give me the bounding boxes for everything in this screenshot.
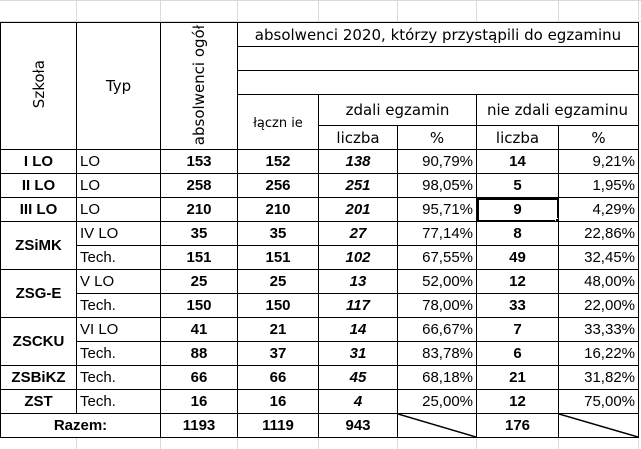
cell-nie-liczba[interactable]: 5 (477, 174, 559, 198)
total-zdali-procent-diagonal[interactable] (398, 414, 477, 438)
cell-zdali-liczba[interactable]: 251 (319, 174, 398, 198)
cell-nie-liczba[interactable]: 14 (477, 150, 559, 174)
table-row (1, 150, 639, 174)
cell-zdali-procent[interactable]: 83,78% (398, 342, 477, 366)
cell-typ[interactable]: Tech. (77, 294, 161, 318)
cell-typ[interactable]: LO (77, 150, 161, 174)
cell-szkola[interactable]: II LO (1, 174, 77, 198)
cell-zdali-procent[interactable]: 25,00% (398, 390, 477, 414)
cell-abs[interactable]: 88 (161, 342, 238, 366)
cell-typ[interactable]: IV LO (77, 222, 161, 246)
cell-abs[interactable]: 41 (161, 318, 238, 342)
cell-abs[interactable]: 66 (161, 366, 238, 390)
cell-typ[interactable]: LO (77, 174, 161, 198)
cell-zdali-procent[interactable]: 52,00% (398, 270, 477, 294)
diagonal-line (559, 414, 638, 437)
cell-nie-liczba[interactable]: 12 (477, 390, 559, 414)
cell-zdali-liczba[interactable]: 201 (319, 198, 398, 222)
table-row (1, 222, 639, 246)
selected-cell[interactable] (477, 198, 559, 222)
cell-zdali-liczba[interactable]: 117 (319, 294, 398, 318)
cell-zdali-procent[interactable]: 67,55% (398, 246, 477, 270)
cell-lacznie[interactable]: 16 (238, 390, 319, 414)
table-row (1, 246, 639, 270)
gridline (0, 0, 641, 1)
cell-nie-liczba[interactable]: 21 (477, 366, 559, 390)
cell-nie-liczba[interactable]: 33 (477, 294, 559, 318)
cell-zdali-procent[interactable]: 66,67% (398, 318, 477, 342)
cell-abs[interactable]: 151 (161, 246, 238, 270)
total-nie-procent-diagonal[interactable] (559, 414, 639, 438)
table-row (1, 174, 639, 198)
header-zdali[interactable]: zdali egzamin (319, 95, 477, 126)
cell-zdali-liczba[interactable]: 31 (319, 342, 398, 366)
header-zdali-procent[interactable]: % (398, 126, 477, 150)
cell-zdali-procent[interactable]: 95,71% (398, 198, 477, 222)
cell-lacznie[interactable]: 210 (238, 198, 319, 222)
header-nie-liczba[interactable]: liczba (477, 126, 559, 150)
cell-zdali-procent[interactable]: 68,18% (398, 366, 477, 390)
fill-handle[interactable] (555, 218, 559, 222)
cell-nie-procent[interactable]: 16,22% (559, 342, 639, 366)
cell-zdali-procent[interactable]: 98,05% (398, 174, 477, 198)
cell-nie-liczba[interactable]: 49 (477, 246, 559, 270)
cell-lacznie[interactable]: 35 (238, 222, 319, 246)
table-row (1, 294, 639, 318)
cell-nie-procent[interactable]: 31,82% (559, 366, 639, 390)
diagonal-line (398, 414, 476, 437)
cell-lacznie[interactable]: 151 (238, 246, 319, 270)
table-row (1, 318, 639, 342)
cell-szkola[interactable]: ZSBiKZ (1, 366, 77, 390)
table-row (1, 270, 639, 294)
cell-nie-liczba: 9 (513, 201, 522, 219)
cell-abs[interactable]: 25 (161, 270, 238, 294)
cell-nie-procent[interactable]: 22,86% (559, 222, 639, 246)
cell-szkola[interactable]: III LO (1, 198, 77, 222)
cell-lacznie[interactable]: 66 (238, 366, 319, 390)
cell-szkola[interactable]: ZSG-E (1, 270, 77, 318)
cell-zdali-liczba[interactable]: 27 (319, 222, 398, 246)
header-szkola: Szkoła (29, 60, 48, 109)
cell-lacznie[interactable]: 37 (238, 342, 319, 366)
cell-szkola[interactable]: ZSCKU (1, 318, 77, 366)
header-empty-row[interactable] (238, 71, 639, 95)
cell-lacznie[interactable]: 152 (238, 150, 319, 174)
total-zdali-liczba[interactable]: 943 (319, 414, 398, 438)
cell-abs[interactable]: 150 (161, 294, 238, 318)
cell-typ[interactable]: V LO (77, 270, 161, 294)
table-row (1, 390, 639, 414)
total-lacznie[interactable]: 1119 (238, 414, 319, 438)
cell-nie-procent[interactable]: 33,33% (559, 318, 639, 342)
cell-zdali-liczba[interactable]: 14 (319, 318, 398, 342)
cell-lacznie[interactable]: 256 (238, 174, 319, 198)
cell-szkola[interactable]: ZST (1, 390, 77, 414)
cell-nie-procent[interactable]: 22,00% (559, 294, 639, 318)
total-row (1, 414, 639, 438)
cell-typ[interactable]: Tech. (77, 342, 161, 366)
cell-lacznie[interactable]: 21 (238, 318, 319, 342)
cell-zdali-procent[interactable]: 78,00% (398, 294, 477, 318)
header-lacznie-cell[interactable] (238, 95, 319, 150)
cell-zdali-liczba[interactable]: 102 (319, 246, 398, 270)
cell-typ[interactable]: LO (77, 198, 161, 222)
table-row (1, 342, 639, 366)
cell-nie-procent[interactable]: 75,00% (559, 390, 639, 414)
cell-nie-liczba[interactable]: 8 (477, 222, 559, 246)
cell-abs[interactable]: 35 (161, 222, 238, 246)
cell-abs[interactable]: 210 (161, 198, 238, 222)
cell-zdali-procent[interactable]: 77,14% (398, 222, 477, 246)
cell-szkola[interactable]: ZSiMK (1, 222, 77, 270)
cell-typ[interactable]: VI LO (77, 318, 161, 342)
header-lacznie: łączn ie (253, 116, 303, 132)
results-table (0, 22, 639, 438)
cell-typ[interactable]: Tech. (77, 246, 161, 270)
cell-nie-procent[interactable]: 48,00% (559, 270, 639, 294)
cell-zdali-liczba[interactable]: 13 (319, 270, 398, 294)
header-szkola-cell[interactable] (1, 23, 77, 150)
cell-abs[interactable]: 153 (161, 150, 238, 174)
table-row (1, 198, 639, 222)
cell-abs[interactable]: 258 (161, 174, 238, 198)
cell-nie-procent[interactable]: 1,95% (559, 174, 639, 198)
table-row (1, 366, 639, 390)
total-label[interactable]: Razem: (1, 414, 161, 438)
cell-abs[interactable]: 16 (161, 390, 238, 414)
cell-nie-procent[interactable]: 32,45% (559, 246, 639, 270)
header-nie-procent[interactable]: % (559, 126, 639, 150)
cell-lacznie[interactable]: 150 (238, 294, 319, 318)
header-empty-row[interactable] (238, 47, 639, 71)
header-zdali-liczba[interactable]: liczba (319, 126, 398, 150)
cell-nie-procent[interactable]: 4,29% (559, 198, 639, 222)
cell-nie-liczba[interactable]: 6 (477, 342, 559, 366)
total-abs[interactable]: 1193 (161, 414, 238, 438)
cell-nie-liczba[interactable]: 12 (477, 270, 559, 294)
header-title[interactable]: absolwenci 2020, którzy przystąpili do egzaminu (238, 23, 639, 47)
header-nie-zdali[interactable]: nie zdali egzaminu (477, 95, 639, 126)
header-absolwenci-ogol: absolwenci ogół (190, 25, 208, 146)
cell-zdali-liczba[interactable]: 4 (319, 390, 398, 414)
header-absolwenci-cell[interactable] (161, 23, 238, 150)
total-nie-liczba[interactable]: 176 (477, 414, 559, 438)
cell-zdali-procent[interactable]: 90,79% (398, 150, 477, 174)
cell-typ[interactable]: Tech. (77, 390, 161, 414)
cell-zdali-liczba[interactable]: 138 (319, 150, 398, 174)
cell-zdali-liczba[interactable]: 45 (319, 366, 398, 390)
header-typ[interactable]: Typ (77, 23, 161, 150)
cell-typ[interactable]: Tech. (77, 366, 161, 390)
cell-nie-procent[interactable]: 9,21% (559, 150, 639, 174)
cell-szkola[interactable]: I LO (1, 150, 77, 174)
cell-nie-liczba[interactable]: 7 (477, 318, 559, 342)
cell-lacznie[interactable]: 25 (238, 270, 319, 294)
